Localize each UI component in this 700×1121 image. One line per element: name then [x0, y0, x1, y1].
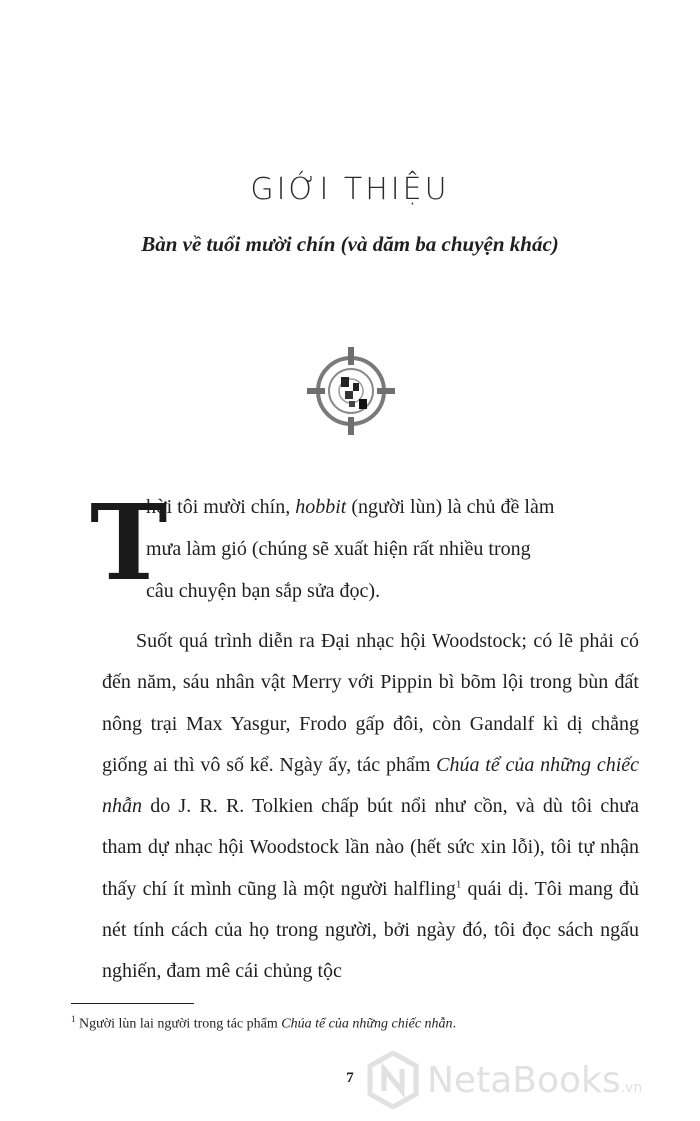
paragraph-1-line-3: câu chuyện bạn sắp sửa đọc).: [146, 580, 381, 602]
paragraph-1-line-2: mưa làm gió (chúng sẽ xuất hiện rất nhiều trong: [146, 538, 531, 560]
drop-cap: T: [90, 481, 168, 604]
chapter-subtitle: Bàn về tuổi mười chín (và dăm ba chuyện khác): [141, 232, 559, 256]
paragraph-1: [90, 481, 639, 612]
crosshair-target-icon: [305, 345, 397, 437]
footnote-reference[interactable]: 1: [455, 878, 462, 891]
watermark-brand: NetaBooks.vn: [427, 1059, 643, 1101]
paragraph-2: Suốt quá trình diễn ra Đại nhạc hội Woodstock; có lẽ phải có đến năm, sáu nhân vật Merry với Pippin bì bõm lội trong bùn đất nông trại Max Yasgur, Frodo gấp đôi, còn Gandalf kì dị chẳng giống ai thì vô số kể. Ngày ấy, tác phẩm Chúa tể của những chiếc nhẫn do J. R. R. Tolkien chấp bút nổi như cồn, và dù tôi chưa tham dự nhạc hội Woodstock lần nào (hết sức xin lỗi), tôi tự nhận thấy chí ít mình cũng là một người halfling$^1$ quái dị. Tôi mang đủ nét tính cách của họ trong người, bởi ngày đó, tôi đọc sách ngấu nghiến, đam mê cái chủng tộc: [102, 630, 640, 983]
watermark: [367, 1050, 687, 1110]
paragraph-1-line-1: hời tôi mười chín, hobbit (người lùn) là chủ đề làm: [146, 496, 555, 518]
page-number: 7: [346, 1070, 354, 1086]
chapter-title: GIỚI THIỆU: [250, 172, 450, 207]
footnote: $^1$ Người lùn lai người trong tác phẩm Chúa tể của những chiếc nhẫn.: [71, 1014, 457, 1032]
footnote-divider: [71, 1003, 194, 1004]
netabooks-logo-icon: [367, 1051, 419, 1109]
